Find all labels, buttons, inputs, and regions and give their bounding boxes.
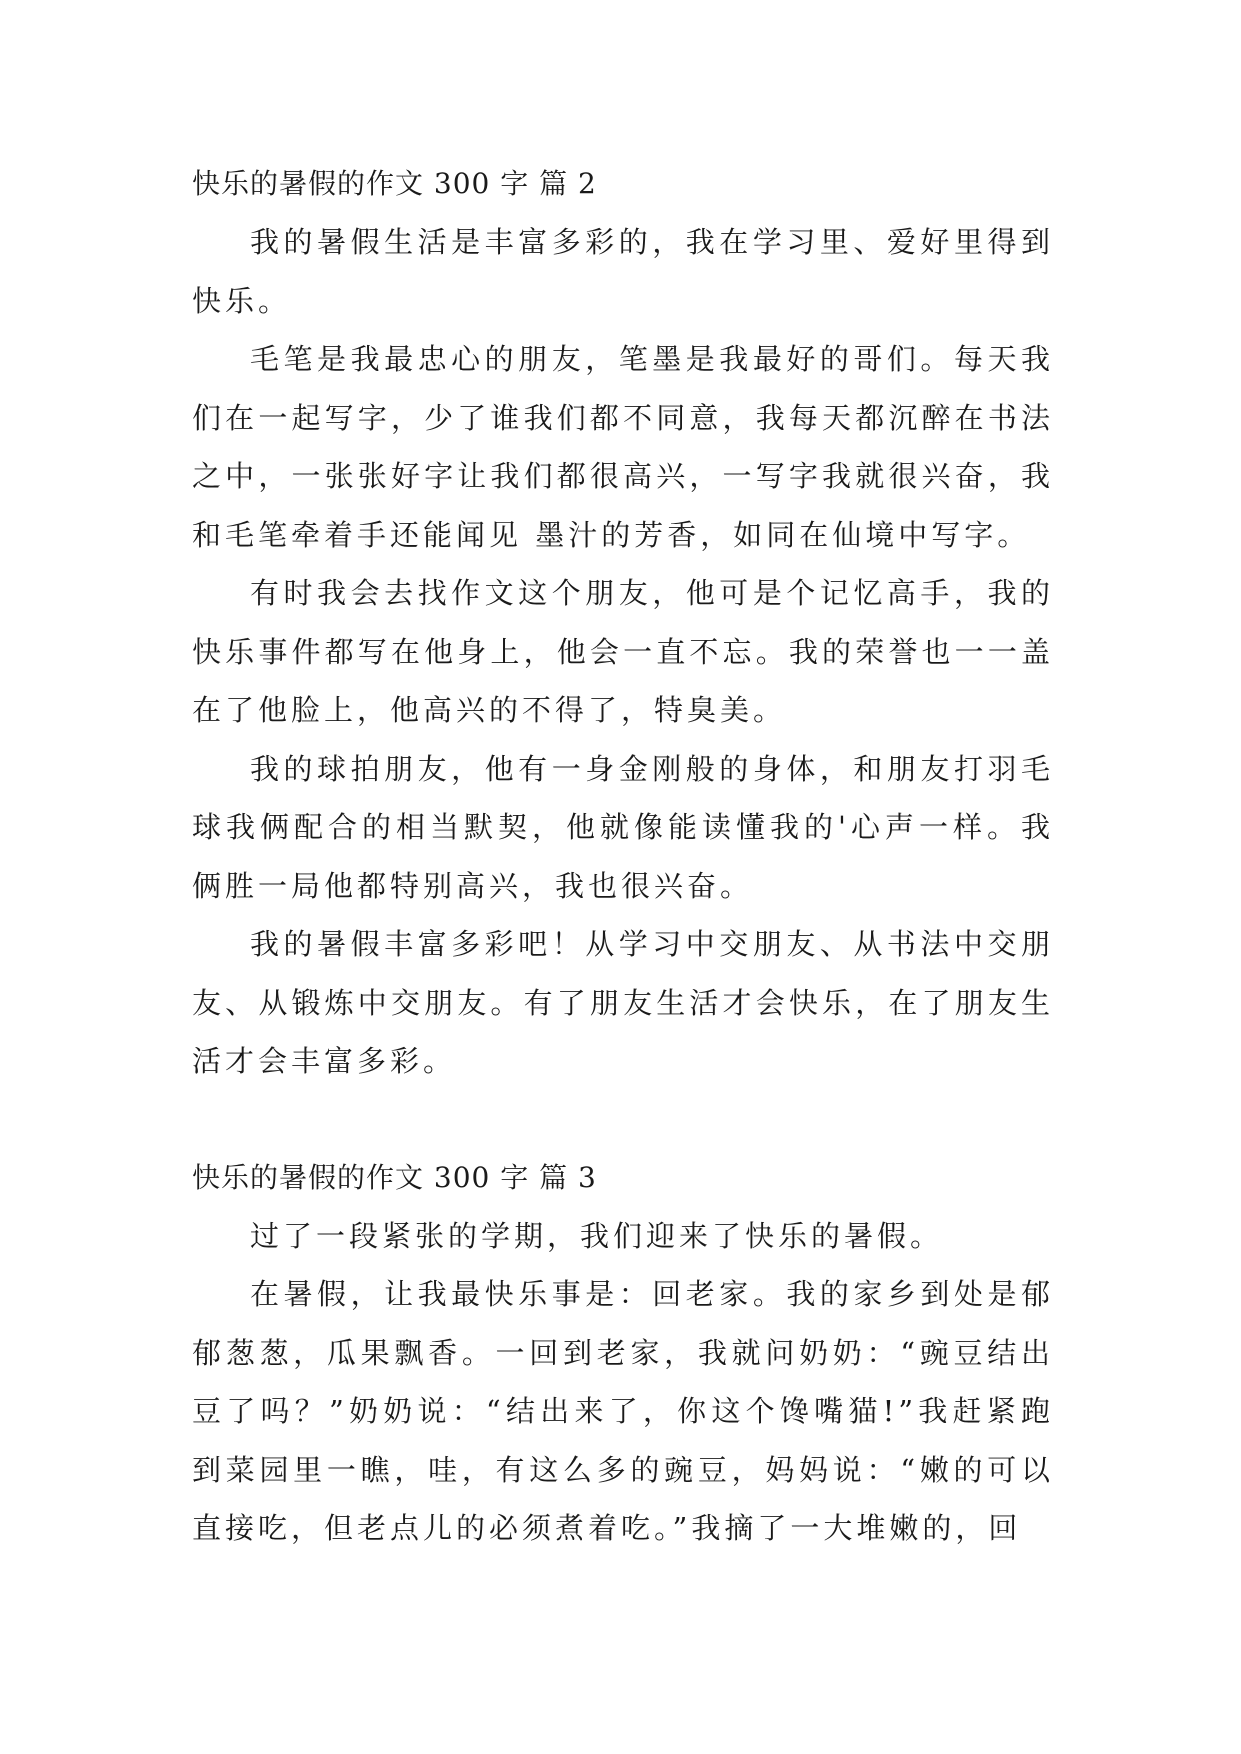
section-spacer	[192, 1091, 1054, 1149]
paragraph: 我的球拍朋友，他有一身金刚般的身体，和朋友打羽毛球我俩配合的相当默契，他就像能读懂我的'心声一样。我俩胜一局他都特别高兴，我也很兴奋。	[192, 751, 1054, 903]
paragraph: 过了一段紧张的学期，我们迎来了快乐的暑假。	[250, 1218, 944, 1253]
document-content	[192, 155, 1054, 1558]
paragraph: 毛笔是我最忠心的朋友，笔墨是我最好的哥们。每天我们在一起写字，少了谁我们都不同意，我每天都沉醉在书法之中，一张张好字让我们都很高兴，一写字我就很兴奋，我和毛笔牵着手还能闻见 墨汁的芳香，如同在仙境中写字。	[192, 342, 1054, 552]
section-title-3: 快乐的暑假的作文 300 字 篇 3	[192, 1160, 597, 1194]
section-title-2: 快乐的暑假的作文 300 字 篇 2	[192, 167, 597, 200]
paragraph: 在暑假，让我最快乐事是：回老家。我的家乡到处是郁郁葱葱，瓜果飘香。一回到老家，我就问奶奶：“豌豆结出豆了吗？”奶奶说：“结出来了，你这个馋嘴猫!”我赶紧跑到菜园里一瞧，哇，有这么多的豌豆，妈妈说：“嫩的可以直接吃，但老点儿的必须煮着吃。”我摘了一大堆嫩的，回	[192, 1277, 1054, 1545]
paragraph: 我的暑假生活是丰富多彩的，我在学习里、爱好里得到快乐。	[192, 225, 1054, 318]
paragraph: 我的暑假丰富多彩吧！从学习中交朋友、从书法中交朋友、从锻炼中交朋友。有了朋友生活才会快乐，在了朋友生活才会丰富多彩。	[192, 927, 1054, 1078]
paragraph: 有时我会去找作文这个朋友，他可是个记忆高手，我的快乐事件都写在他身上，他会一直不忘。我的荣誉也一一盖在了他脸上，他高兴的不得了，特臭美。	[192, 576, 1054, 727]
